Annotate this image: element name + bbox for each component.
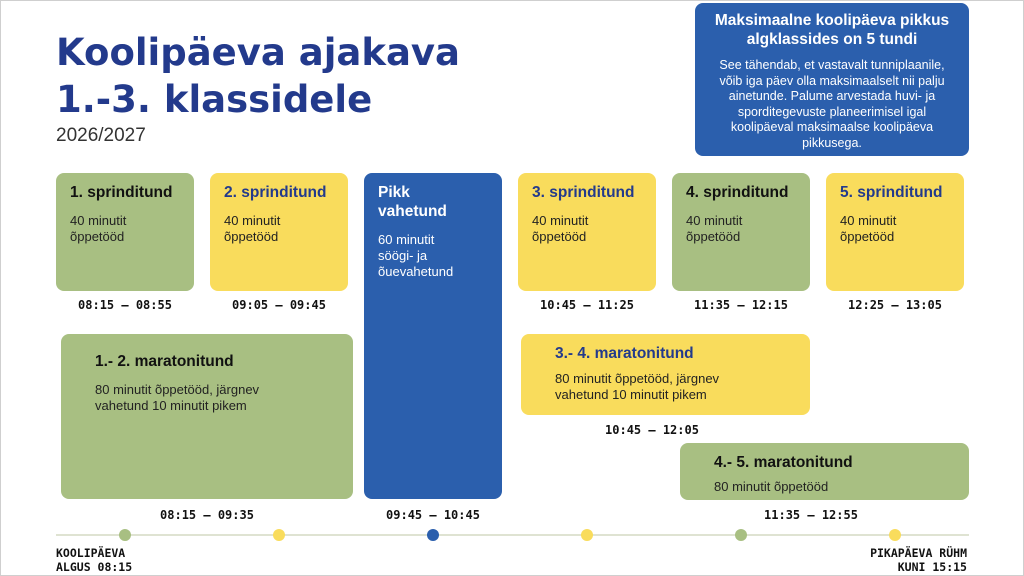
info-body: See tähendab, et vastavalt tunniplaanile, võib iga päev olla maksimaalselt nii palju ainetunde. Palume arvestada huvi- ja sporditegevuste planeerimisel igal koolipäeval maksimaalse koolipäeva pikkusega. xyxy=(719,58,945,150)
sprint-lesson-3-time: 10:45 – 11:25 xyxy=(540,298,634,312)
marathon-lesson-title: 1.- 2. maratonitund xyxy=(95,353,234,370)
sprint-lesson-desc: 40 minutit õppetööd xyxy=(224,213,281,244)
timeline-dot xyxy=(581,529,593,541)
timeline-axis xyxy=(56,534,969,536)
marathon-lesson-1-2-time: 08:15 – 09:35 xyxy=(160,508,254,522)
sprint-lesson-4-time: 11:35 – 12:15 xyxy=(694,298,788,312)
marathon-lesson-title: 4.- 5. maratonitund xyxy=(714,454,853,471)
marathon-lesson-1-2-card xyxy=(61,334,353,499)
sprint-lesson-desc: 40 minutit õppetööd xyxy=(686,213,743,244)
after-school-group-label: PIKAPÄEVA RÜHM KUNI 15:15 xyxy=(870,546,967,574)
long-break-time: 09:45 – 10:45 xyxy=(386,508,480,522)
marathon-lesson-4-5-card xyxy=(680,443,969,500)
sprint-lesson-title: 4. sprinditund xyxy=(686,184,789,201)
timeline-dot xyxy=(427,529,439,541)
school-day-start-label: KOOLIPÄEVA ALGUS 08:15 xyxy=(56,546,133,574)
timeline-dot xyxy=(735,529,747,541)
marathon-lesson-desc: 80 minutit õppetööd, järgnev vahetund 10 minutit pikem xyxy=(95,382,260,413)
sprint-lesson-desc: 40 minutit õppetööd xyxy=(532,213,589,244)
page-title: Koolipäeva ajakava 1.-3. klassidele xyxy=(56,31,461,121)
sprint-lesson-3-card xyxy=(518,173,656,291)
sprint-lesson-4-card xyxy=(672,173,810,291)
sprint-lesson-desc: 40 minutit õppetööd xyxy=(840,213,897,244)
info-title: Maksimaalne koolipäeva pikkus algklassides on 5 tundi xyxy=(714,12,950,48)
timeline-dot xyxy=(273,529,285,541)
max-length-info-box xyxy=(695,3,969,156)
sprint-lesson-title: 1. sprinditund xyxy=(70,184,173,201)
sprint-lesson-5-card xyxy=(826,173,964,291)
marathon-lesson-3-4-card xyxy=(521,334,810,415)
sprint-lesson-desc: 40 minutit õppetööd xyxy=(70,213,127,244)
sprint-lesson-title: 2. sprinditund xyxy=(224,184,327,201)
school-year: 2026/2027 xyxy=(56,125,146,146)
marathon-lesson-desc: 80 minutit õppetööd xyxy=(714,479,829,494)
marathon-lesson-title: 3.- 4. maratonitund xyxy=(555,345,694,362)
sprint-lesson-1-card xyxy=(56,173,194,291)
sprint-lesson-2-time: 09:05 – 09:45 xyxy=(232,298,326,312)
sprint-lesson-1-time: 08:15 – 08:55 xyxy=(78,298,172,312)
long-break-title: Pikk vahetund xyxy=(378,184,447,220)
long-break-card xyxy=(364,173,502,499)
sprint-lesson-5-time: 12:25 – 13:05 xyxy=(848,298,942,312)
long-break-desc: 60 minutit söögi- ja õuevahetund xyxy=(378,232,454,279)
timeline-dot xyxy=(889,529,901,541)
marathon-lesson-4-5-time: 11:35 – 12:55 xyxy=(764,508,858,522)
marathon-lesson-3-4-time: 10:45 – 12:05 xyxy=(605,423,699,437)
sprint-lesson-title: 5. sprinditund xyxy=(840,184,943,201)
sprint-lesson-2-card xyxy=(210,173,348,291)
marathon-lesson-desc: 80 minutit õppetööd, järgnev vahetund 10 minutit pikem xyxy=(555,371,720,402)
sprint-lesson-title: 3. sprinditund xyxy=(532,184,635,201)
timeline-dot xyxy=(119,529,131,541)
